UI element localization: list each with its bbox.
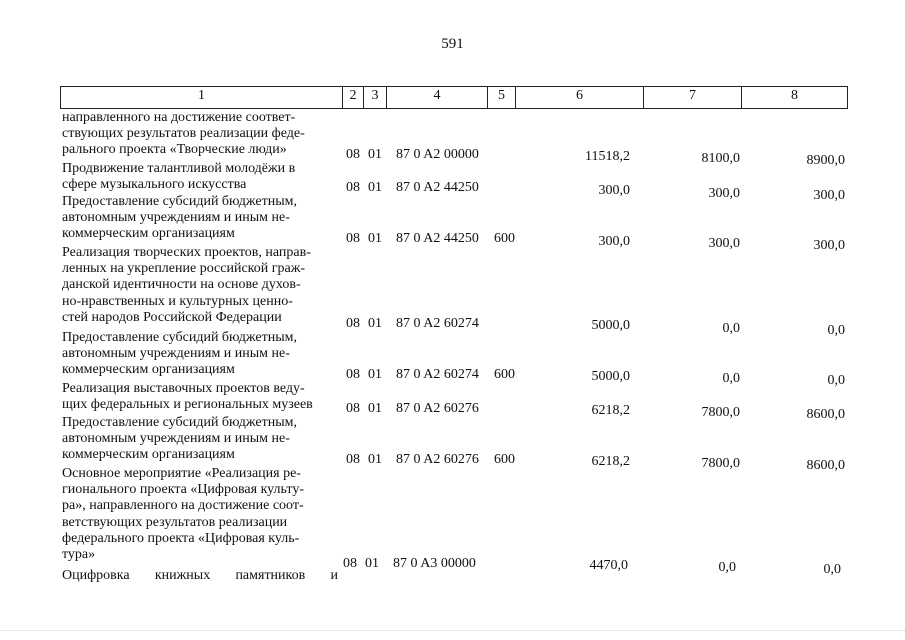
amount-col-7: 0,0 [718,560,736,575]
description-line: ра», направленного на достижение соот- [62,498,304,514]
description-line: рального проекта «Творческие люди» [62,142,287,158]
amount-col-8: 8600,0 [806,407,845,422]
amount-col-7: 7800,0 [701,456,740,471]
expense-type-code: 600 [494,452,515,467]
scan-edge [0,630,905,635]
description-line: гионального проекта «Цифровая культу- [62,482,304,498]
description-line: автономным учреждениям и иным не- [62,210,290,226]
description-line: Предоставление субсидий бюджетным, [62,415,298,430]
subsection-code: 01 [368,367,382,382]
description-line: тура» [62,547,96,563]
row-description [62,415,338,464]
header-col-7: 7 [644,87,742,108]
table-header [60,86,848,109]
section-code: 08 [346,452,360,467]
target-article-code: 87 0 A2 60274 [396,367,479,382]
description-line: коммерческим организациям [62,447,235,463]
subsection-code: 01 [368,231,382,246]
amount-col-6: 11518,2 [585,149,630,164]
description-line: Предоставление субсидий бюджетным, [62,330,298,345]
amount-col-8: 300,0 [813,238,845,253]
amount-col-8: 8600,0 [806,458,845,473]
amount-col-8: 0,0 [827,373,845,388]
description-line: щих федеральных и региональных музеев [62,397,313,413]
target-article-code: 87 0 A3 00000 [393,556,476,571]
header-col-1: 1 [61,87,343,108]
target-article-code: 87 0 A2 60274 [396,316,479,331]
description-line: ленных на укрепление российской граж- [62,261,306,277]
amount-col-6: 300,0 [598,183,630,198]
description-line: федерального проекта «Цифровая куль- [62,530,300,546]
description-line: направленного на достижение соответ- [62,110,296,125]
row-description [62,194,338,243]
row-description [62,466,338,563]
header-col-4: 4 [387,87,488,108]
subsection-code: 01 [368,452,382,467]
amount-col-7: 8100,0 [701,151,740,166]
section-code: 08 [346,401,360,416]
amount-col-6: 5000,0 [591,369,630,384]
amount-col-6: 4470,0 [589,558,628,573]
amount-col-8: 8900,0 [806,153,845,168]
target-article-code: 87 0 A2 60276 [396,401,479,416]
description-line: Реализация творческих проектов, направ- [62,245,311,260]
amount-col-7: 0,0 [722,371,740,386]
section-code: 08 [346,180,360,195]
description-line: коммерческим организациям [62,362,235,378]
amount-col-7: 300,0 [708,236,740,251]
row-description [62,381,338,413]
row-description [62,245,338,326]
subsection-code: 01 [368,180,382,195]
description-line: Основное мероприятие «Реализация ре- [62,466,301,481]
section-code: 08 [346,316,360,331]
description-line: Реализация выставочных проектов веду- [62,381,305,396]
description-line: Предоставление субсидий бюджетным, [62,194,298,209]
description-line: ствующих результатов реализации феде- [62,126,305,142]
target-article-code: 87 0 A2 44250 [396,180,479,195]
amount-col-8: 300,0 [813,188,845,203]
row-description [62,568,338,584]
description-line: Оцифровка книжных памятников и [62,568,338,583]
section-code: 08 [346,367,360,382]
section-code: 08 [346,231,360,246]
subsection-code: 01 [368,401,382,416]
target-article-code: 87 0 A2 44250 [396,231,479,246]
subsection-code: 01 [368,316,382,331]
amount-col-7: 0,0 [722,321,740,336]
amount-col-6: 300,0 [598,234,630,249]
target-article-code: 87 0 A2 00000 [396,147,479,162]
amount-col-6: 5000,0 [591,318,630,333]
header-col-3: 3 [364,87,387,108]
description-line: Продвижение талантливой молодёжи в [62,161,296,176]
description-line: автономным учреждениям и иным не- [62,431,290,447]
row-description [62,110,338,159]
amount-col-7: 300,0 [708,186,740,201]
header-col-5: 5 [488,87,516,108]
amount-col-6: 6218,2 [591,454,630,469]
subsection-code: 01 [368,147,382,162]
amount-col-6: 6218,2 [591,403,630,418]
subsection-code: 01 [365,556,379,571]
expense-type-code: 600 [494,231,515,246]
amount-col-7: 7800,0 [701,405,740,420]
row-description [62,330,338,379]
description-line: но-нравственных и культурных ценно- [62,293,293,309]
header-col-2: 2 [343,87,364,108]
description-line: сфере музыкального искусства [62,177,247,193]
page-number: 591 [441,36,464,52]
description-line: данской идентичности на основе духов- [62,277,301,293]
description-line: автономным учреждениям и иным не- [62,346,290,362]
description-line: коммерческим организациям [62,226,235,242]
target-article-code: 87 0 A2 60276 [396,452,479,467]
amount-col-8: 0,0 [823,562,841,577]
description-line: ветствующих результатов реализации [62,514,288,530]
section-code: 08 [346,147,360,162]
section-code: 08 [343,556,357,571]
header-col-6: 6 [516,87,644,108]
header-col-8: 8 [791,88,798,103]
amount-col-8: 0,0 [827,323,845,338]
row-description [62,161,338,193]
expense-type-code: 600 [494,367,515,382]
description-line: стей народов Российской Федерации [62,309,282,325]
